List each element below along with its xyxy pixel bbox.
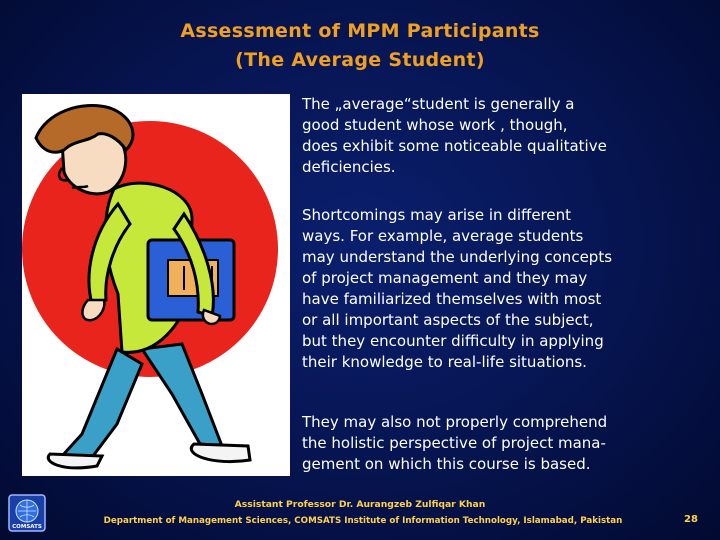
paragraph-line: gement on which this course is based.: [302, 455, 591, 473]
slide-title-line1: Assessment of MPM Participants: [180, 20, 540, 42]
page-number: 28: [684, 514, 698, 525]
paragraph-line: ways. For example, average students: [302, 227, 584, 245]
average-student-illustration: [22, 94, 290, 476]
footer-department: Department of Management Sciences, COMSATS Institute of Information Technology, Islamabad, Pakistan: [103, 516, 623, 526]
paragraph-line: have familiarized themselves with most: [302, 290, 602, 308]
slide-title-line2: (The Average Student): [235, 49, 485, 71]
paragraph-line: or all important aspects of the subject,: [302, 311, 594, 329]
paragraph-shortcomings: [302, 205, 692, 373]
paragraph-line: but they encounter difficulty in applying: [302, 332, 604, 350]
paragraph-line: good student whose work , though,: [302, 116, 568, 134]
footer-author: Assistant Professor Dr. Aurangzeb Zulfiqar Khan: [234, 499, 486, 510]
paragraph-line: the holistic perspective of project mana-: [302, 434, 606, 452]
paragraph-line: They may also not properly comprehend: [302, 413, 608, 431]
paragraph-average-student: [302, 94, 692, 178]
paragraph-line: their knowledge to real-life situations.: [302, 353, 587, 371]
paragraph-holistic-perspective: [302, 412, 692, 475]
paragraph-line: The „average“student is generally a: [302, 95, 575, 113]
paragraph-line: of project management and they may: [302, 269, 588, 287]
svg-text:COMSATS: COMSATS: [12, 524, 42, 530]
paragraph-line: does exhibit some noticeable qualitative: [302, 137, 607, 155]
paragraph-line: may understand the underlying concepts: [302, 248, 613, 266]
paragraph-line: Shortcomings may arise in different: [302, 206, 572, 224]
paragraph-line: deficiencies.: [302, 158, 396, 176]
